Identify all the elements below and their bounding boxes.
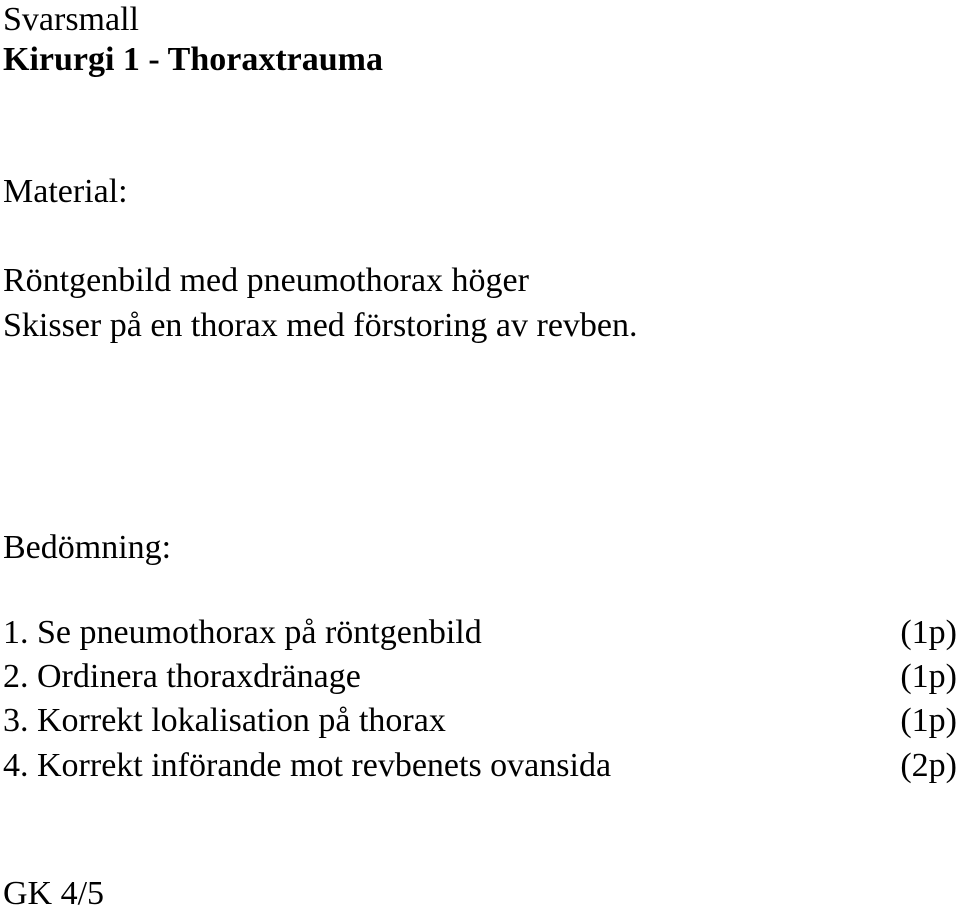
criteria-points: (1p): [900, 658, 957, 695]
criteria-text: 1. Se pneumothorax på röntgenbild: [3, 614, 482, 651]
criteria-row: [3, 700, 957, 742]
criteria-points: (1p): [900, 702, 957, 739]
criteria-text: 4. Korrekt införande mot revbenets ovansida: [3, 747, 612, 784]
document-footer: GK 4/5: [3, 875, 105, 912]
criteria-text: 3. Korrekt lokalisation på thorax: [3, 702, 446, 739]
criteria-text: 2. Ordinera thoraxdränage: [3, 658, 361, 695]
assessment-heading: Bedömning:: [3, 529, 172, 566]
material-heading: Material:: [3, 173, 128, 210]
criteria-row: [3, 656, 957, 698]
criteria-points: (1p): [900, 614, 957, 651]
criteria-row: [3, 612, 957, 654]
criteria-points: (2p): [900, 747, 957, 784]
criteria-row: [3, 745, 957, 787]
material-item: Röntgenbild med pneumothorax höger: [3, 262, 529, 299]
document-header: Svarsmall: [3, 1, 139, 38]
material-item: Skisser på en thorax med förstoring av revben.: [3, 307, 638, 344]
document-title: Kirurgi 1 - Thoraxtrauma: [3, 41, 383, 78]
